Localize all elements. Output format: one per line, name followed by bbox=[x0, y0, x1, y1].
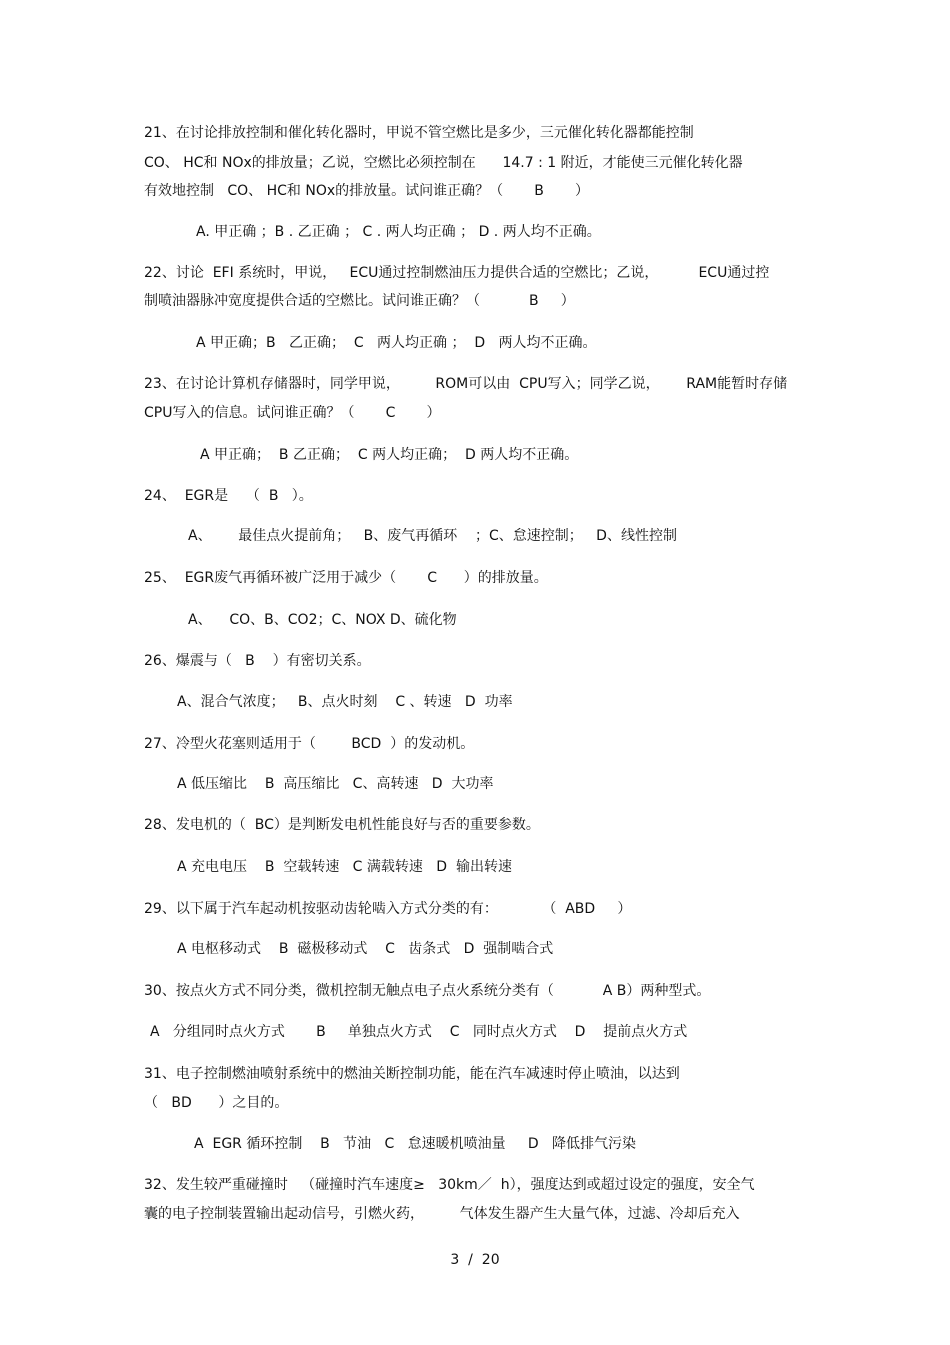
q23-options: A 甲正确； B 乙正确； C 两人均正确； D 两人均不正确。 bbox=[200, 447, 579, 463]
q31-options: A EGR 循环控制 B 节油 C 怠速暖机喷油量 D 降低排气污染 bbox=[194, 1136, 636, 1152]
q25-question: 25、 EGR废气再循环被广泛用于减少（ C ）的排放量。 bbox=[144, 570, 548, 586]
q30-options: A 分组同时点火方式 B 单独点火方式 C 同时点火方式 D 提前点火方式 bbox=[150, 1024, 688, 1040]
q24-options: A、 最佳点火提前角； B、废气再循环 ；C、怠速控制； D、线性控制 bbox=[188, 528, 677, 544]
q28-options: A 充电电压 B 空载转速 C 满载转速 D 输出转速 bbox=[177, 859, 512, 875]
q24-question: 24、 EGR是 （ B ）。 bbox=[144, 488, 313, 504]
q22-options: A 甲正确；B 乙正确； C 两人均正确 ； D 两人均不正确。 bbox=[196, 335, 597, 351]
q23-line-1: 23、在讨论计算机存储器时，同学甲说， ROM可以由 CPU写入；同学乙说， RAM能暂时存储 bbox=[144, 376, 788, 392]
q26-question: 26、爆震与（ B ）有密切关系。 bbox=[144, 653, 371, 669]
q31-line-1: 31、电子控制燃油喷射系统中的燃油关断控制功能，能在汽车减速时停止喷油，以达到 bbox=[144, 1066, 680, 1082]
q23-line-2: CPU写入的信息。试问谁正确？（ C ） bbox=[144, 405, 441, 421]
q29-options: A 电枢移动式 B 磁极移动式 C 齿条式 D 强制啮合式 bbox=[177, 941, 554, 957]
q30-question: 30、按点火方式不同分类，微机控制无触点电子点火系统分类有（ A B）两种型式。 bbox=[144, 983, 711, 999]
q32-line-1: 32、发生较严重碰撞时 （碰撞时汽车速度≥ 30km／ h），强度达到或超过设定的强度，安全气 bbox=[144, 1177, 755, 1193]
q28-question: 28、发电机的（ BC）是判断发电机性能良好与否的重要参数。 bbox=[144, 817, 540, 833]
q31-line-2: （ BD ）之目的。 bbox=[144, 1095, 289, 1111]
q21-options: A. 甲正确 ；B . 乙正确 ； C . 两人均正确 ； D . 两人均不正确。 bbox=[196, 224, 601, 240]
q27-options: A 低压缩比 B 高压缩比 C、高转速 D 大功率 bbox=[177, 776, 494, 792]
q29-question: 29、以下属于汽车起动机按驱动齿轮啮入方式分类的有： （ ABD ） bbox=[144, 901, 632, 917]
page-number: 3 / 20 bbox=[450, 1252, 500, 1268]
q27-question: 27、冷型火花塞则适用于（ BCD ）的发动机。 bbox=[144, 736, 475, 752]
q32-line-2: 囊的电子控制装置输出起动信号，引燃火药， 气体发生器产生大量气体，过滤、冷却后充入 bbox=[144, 1206, 740, 1222]
q21-line-3: 有效地控制 CO、 HC和 NOx的排放量。试问谁正确？（ B ） bbox=[144, 183, 590, 199]
q25-options: A、 CO、B、CO2；C、NOX D、硫化物 bbox=[188, 612, 457, 628]
q22-line-1: 22、讨论 EFI 系统时，甲说， ECU通过控制燃油压力提供合适的空燃比；乙说， ECU通过控 bbox=[144, 265, 770, 281]
q26-options: A、混合气浓度； B、点火时刻 C 、转速 D 功率 bbox=[177, 694, 513, 710]
q22-line-2: 制喷油器脉冲宽度提供合适的空燃比。试问谁正确？（ B ） bbox=[144, 293, 575, 309]
q21-line-1: 21、在讨论排放控制和催化转化器时，甲说不管空燃比是多少，三元催化转化器都能控制 bbox=[144, 125, 694, 141]
q21-line-2: CO、 HC和 NOx的排放量；乙说，空燃比必须控制在 14.7 : 1 附近，才能使三元催化转化器 bbox=[144, 155, 743, 171]
